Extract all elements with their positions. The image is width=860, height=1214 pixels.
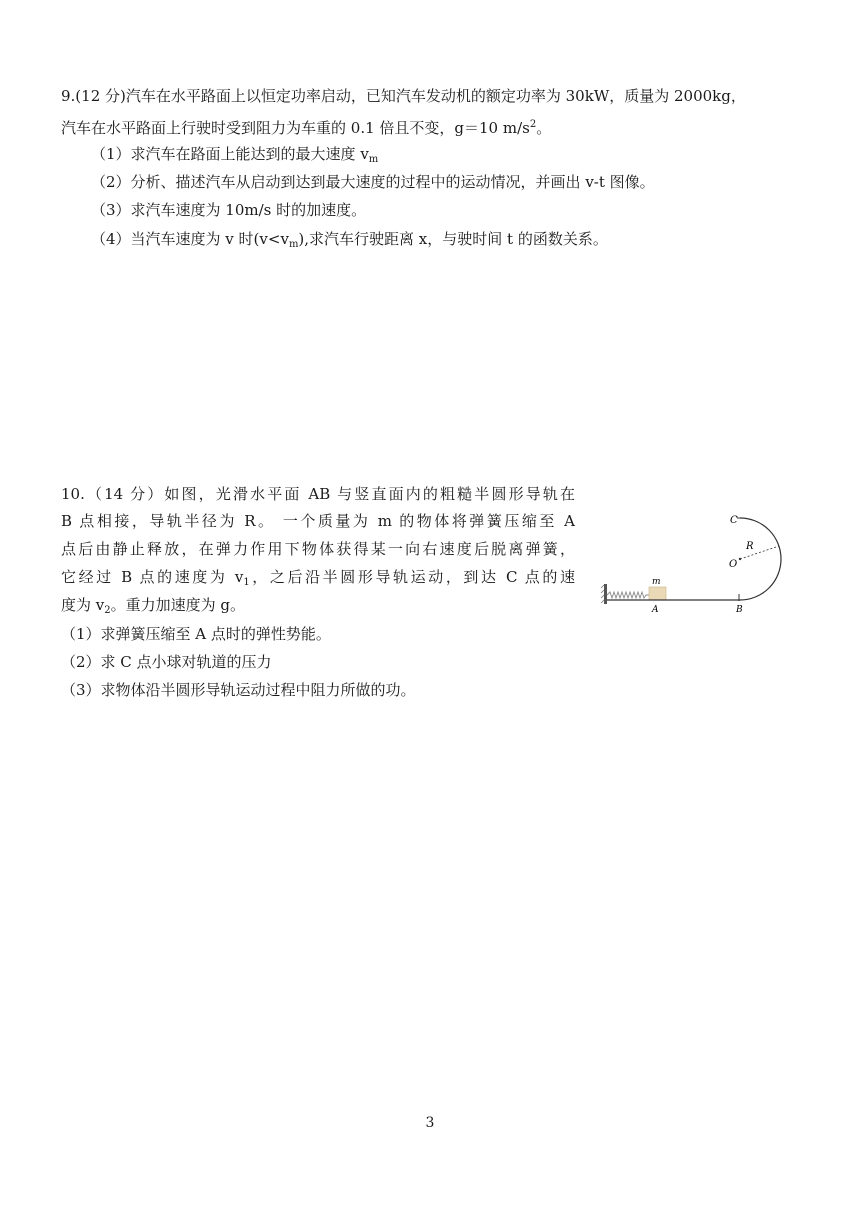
block-m [649,587,666,600]
q9-part-3 [91,200,366,220]
q10-part-2 [61,652,272,672]
label-a: A [652,605,659,615]
q10-line-5-text: 度为 v [61,596,105,614]
label-r: R [746,541,754,552]
q10-part-3 [61,680,416,700]
wall-hatching [601,585,604,603]
label-o: O [729,559,738,570]
q10-line-5 [61,595,245,621]
q10-line-1 [61,484,575,504]
q10-line-5-tail: 。重力加速度为 g。 [110,596,245,614]
q10-part-2-text: （2）求 C 点小球对轨道的压力 [61,653,272,671]
q9-part-2 [91,172,655,192]
q10-line-2-text: B 点相接，导轨半径为 R。 一个质量为 m 的物体将弹簧压缩至 A [61,512,575,530]
q10-part-3-text: （3）求物体沿半圆形导轨运动过程中阻力所做的功。 [61,681,416,699]
q9-part-1 [91,144,378,170]
q10-part-1-text: （1）求弹簧压缩至 A 点时的弹性势能。 [61,625,331,643]
q9-part-1-text: （1）求汽车在路面上能达到的最大速度 v [91,145,369,163]
label-m: m [652,577,661,587]
semicircle-track [740,518,781,600]
center-o [739,558,741,560]
q10-line-4-subscript: 1 [243,577,250,588]
q10-line-4 [61,567,575,593]
label-b: B [736,605,743,615]
q9-line-1 [61,86,746,106]
q9-line-1-text: 9.(12 分)汽车在水平路面上以恒定功率启动，已知汽车发动机的额定功率为 30kW，质量为 2000kg， [61,87,746,105]
label-c: C [730,515,738,526]
q9-part-2-text: （2）分析、描述汽车从启动到达到最大速度的过程中的运动情况，并画出 v-t 图像。 [91,173,655,191]
q10-line-3-text: 点后由静止释放，在弹力作用下物体获得某一向右速度后脱离弹簧， [61,540,575,558]
q9-line-2-superscript: 2 [529,119,537,130]
spring [607,592,649,598]
q10-line-4-text: 它经过 B 点的速度为 v [61,568,244,586]
q9-part-4 [91,229,608,255]
page-number: 3 [425,1115,435,1131]
q10-line-3 [61,539,575,559]
q9-part-1-subscript: m [368,154,379,165]
q10-line-1-text: 10.（14 分）如图，光滑水平面 AB 与竖直面内的粗糙半圆形导轨在 [61,485,575,503]
q10-line-2 [61,511,575,531]
q9-part-3-text: （3）求汽车速度为 10m/s 时的加速度。 [91,201,367,219]
q9-part-4-tail: ),求汽车行驶距离 x，与驶时间 t 的函数关系。 [298,230,608,248]
wall [604,584,607,604]
q9-line-2-tail: 。 [536,119,552,137]
q10-line-5-subscript: 2 [104,605,111,616]
q10-part-1 [61,624,331,644]
q9-part-4-text: （4）当汽车速度为 v 时(v<v [91,230,289,248]
q9-part-4-subscript: m [288,239,299,250]
spring-track-figure [598,508,798,618]
q9-line-2 [61,115,551,138]
q9-line-2-text: 汽车在水平路面上行驶时受到阻力为车重的 0.1 倍且不变，g＝10 m/s [61,119,530,137]
q10-line-4-tail: ，之后沿半圆形导轨运动，到达 C 点的速 [249,568,575,586]
